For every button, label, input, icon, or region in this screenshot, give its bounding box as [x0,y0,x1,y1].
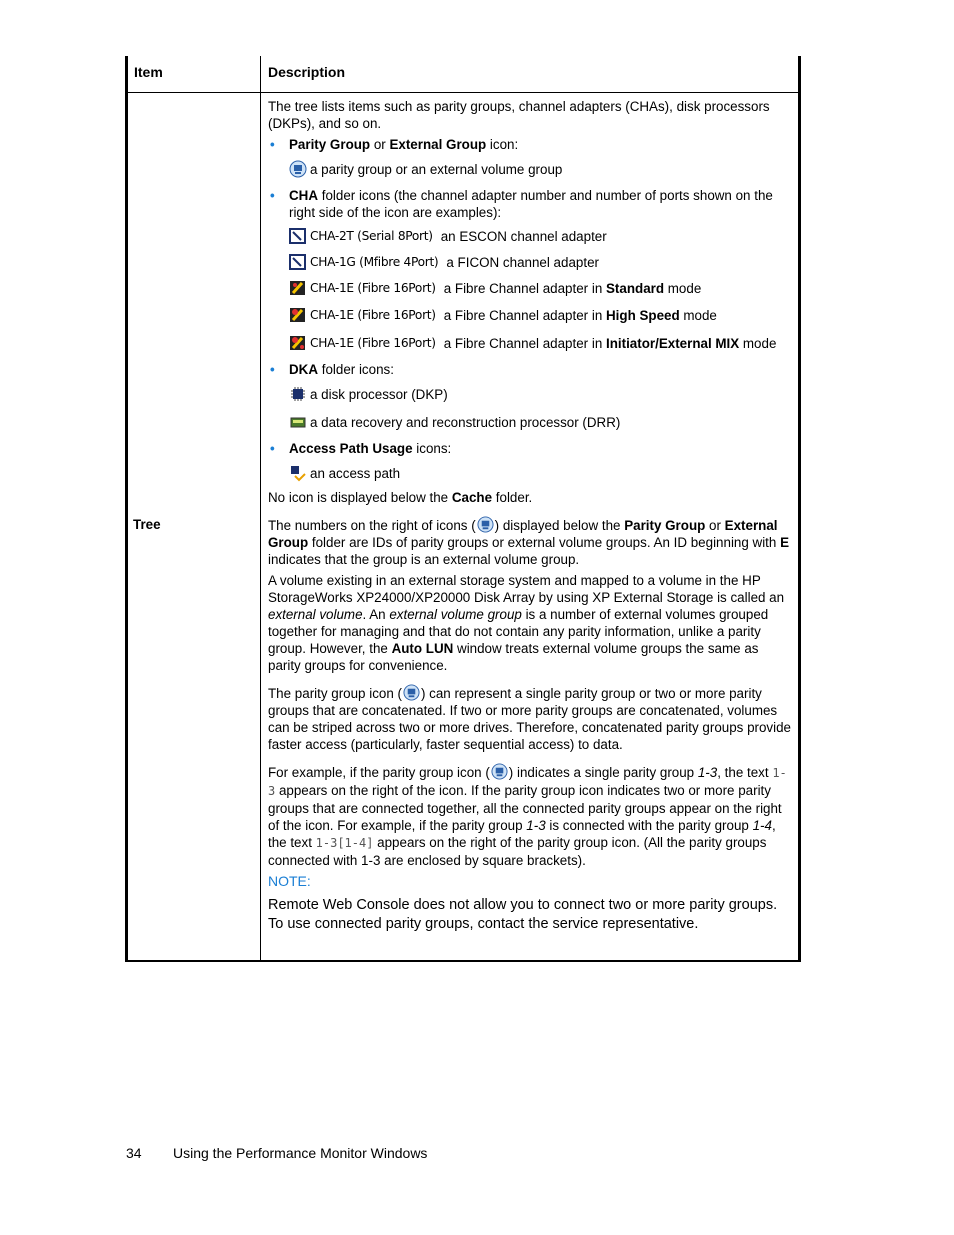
escon-adapter-icon [289,227,307,245]
cha-row: CHA-1E (Fibre 16Port) a Fibre Channel adapter in Standard mode [268,275,793,301]
parity-group-icon-row [268,155,793,183]
access-path-icon [289,464,307,482]
example-text: For example, if the parity group icon ( ) indicates a single parity group 1-3, the text 1-3 appears on the right of the icon. If the parity group icon indicates two or more parity groups that are connected together, all the connected parity groups appear on the right of the icon. For example, if the parity group 1-3 is connected with the parity group 1-4, the text 1-3[1-4] appears on the right of the parity group icon. (All the parity groups connected with 1-3 are enclosed by square brackets). [268,765,787,868]
bullet-icon: • [270,188,275,203]
note-label: NOTE: [268,873,311,889]
parity-group-icon [289,160,307,178]
page-number: 34 [126,1145,142,1161]
cha-row: CHA-1E (Fibre 16Port) a Fibre Channel adapter in High Speed mode [268,301,793,329]
header-description: Description [268,64,346,80]
cha-bullet: • CHA folder icons (the channel adapter number and number of ports shown on the right side of the icon are examples): [270,188,773,220]
bullet-icon: • [270,137,275,152]
cha-row: CHA-2T (Serial 8Port) an ESCON channel adapter [268,223,793,249]
note-text: Remote Web Console does not allow you to connect two or more parity groups. To use connected parity groups, contact the service representative. [268,897,778,932]
dka-bullet: • DKA folder icons: [270,362,394,377]
fibre-channel-high-speed-icon [289,306,307,324]
dkp-row: a disk processor (DKP) [268,380,793,408]
parity-group-icon [477,516,494,533]
parity-group-bullet: • Parity Group or External Group icon: [270,137,519,152]
description-table [125,56,801,962]
cha-row: CHA-1E (Fibre 16Port) a Fibre Channel adapter in Initiator/External MIX mode [268,329,793,357]
drr-row: a data recovery and reconstruction processor (DRR) [268,408,793,436]
description-cell [268,98,793,938]
parity-group-icon [491,763,508,780]
access-path-bullet: • Access Path Usage icons: [270,441,452,456]
drr-processor-icon [289,413,307,431]
parity-group-icon-text-block: The parity group icon ( ) can represent a single parity group or two or more parity groups that are concatenated. If two or more parity groups are concatenated, volumes can be striped across two or more drives. Therefore, concatenated parity groups provide faster access (particularly, faster sequential access) to data. [268,686,791,752]
fibre-channel-mix-icon [289,334,307,352]
access-path-row: an access path [268,459,793,487]
fibre-channel-standard-icon [289,279,307,297]
footer-title: Using the Performance Monitor Windows [173,1145,428,1161]
header-item: Item [134,64,163,80]
bullet-icon: • [270,362,275,377]
disk-processor-icon [289,385,307,403]
bullet-icon: • [270,441,275,456]
external-volume-text: A volume existing in an external storage system and mapped to a volume in the HP StorageWorks XP24000/XP20000 Disk Array by using XP External Storage is called an external volume. An external volume group is a number of external volumes grouped together for managing and that do not contain any parity information, unlike a parity group. However, the Auto LUN window treats external volume groups the same as parity groups for convenience. [268,573,785,673]
ficon-adapter-icon [289,253,307,271]
cha-row: CHA-1G (Mfibre 4Port) a FICON channel adapter [268,249,793,275]
cache-text: No icon is displayed below the Cache folder. [268,490,533,505]
parity-group-icon [403,684,420,701]
intro-text: The tree lists items such as parity groups, channel adapters (CHAs), disk processors (DKPs), and so on. [268,99,770,131]
parity-group-icon-text: a parity group or an external volume group [310,161,563,177]
numbers-text: The numbers on the right of icons ( ) displayed below the Parity Group or External Group folder are IDs of parity groups or external volume groups. An ID beginning with E indicates that the group is an external volume group. [268,518,790,567]
row-item-tree: Tree [133,517,161,532]
